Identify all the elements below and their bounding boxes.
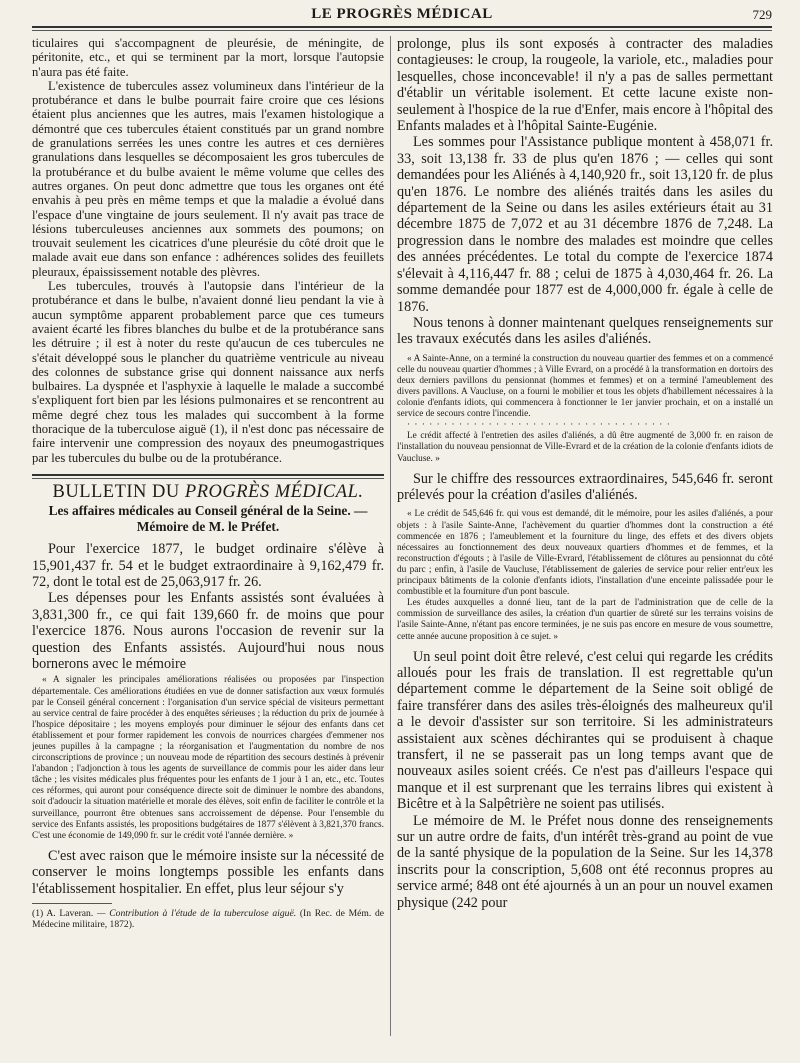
paragraph: Un seul point doit être relevé, c'est celui qui regarde les crédits alloués pour les frais de translation. Il est regrettable qu'un département comme le département de la Seine soit obligé de faire transférer dans des asiles très-éloignés des malheureux qu'il a le devoir d'assister sur son territoire. Si les administrateurs assistaient aux scènes déchirantes qui se produisent à chaque transfert, il ne se passerait pas un long temps avant que de nouveaux asiles soient créés. Ce n'est pas d'ailleurs l'espace qui manque et il est surprenant que les terrains libres qui existent à Bicêtre et à la Salpêtrière ne soient pas utilisés. <box>397 648 773 813</box>
right-column <box>397 36 773 1036</box>
quoted-extract: « Le crédit de 545,646 fr. qui vous est demandé, dit le mémoire, pour les asiles d'aliénés, a pour objets : à l'asile Sainte-Anne, l'achèvement du quartier d'hommes dont la construction a été commencée en 1876 ; l'ameublement et la fourniture du linge, des effets et des divers objets nécessaires au fonctionnement des deux nouveaux quartiers d'hommes et de femmes, et la reconstruction d'égouts ; à l'asile de Ville-Evrard, l'établissement de clôtures au pensionnat du côté du parc ; enfin, à l'asile de Vaucluse, l'établissement de galeries de service pour relier entr'eux les principaux bâtiments de la colonie d'enfants idiots, l'installation d'une enceinte palissadée pour le combustible et la fourniture d'un pont bascule. <box>397 509 773 598</box>
paragraph: Les sommes pour l'Assistance publique montent à 458,071 fr. 33, soit 13,138 fr. 33 de plus qu'en 1876 ; — celles qui sont demandées pour les Aliénés à 4,140,920 fr., soit 13,120 fr. de plus qu'en 1876. Le nombre des aliénés traités dans les asiles du département de la Seine ou dans les asiles extérieurs était au 31 décembre 1875 de 7,072 et au 31 décembre 1876 de 7,248. La progression dans le nombre des malades est moindre que celles des années précédentes. Le total du compte de l'exercice 1874 s'élevait à 4,116,447 fr. 88 ; celui de 1875 à 4,030,464 fr. 26. La somme demandée pour 1877 est de 4,000,000 fr. égale à celle de 1876. <box>397 134 773 315</box>
footnote-author: (1) A. Laveran. <box>32 908 94 920</box>
paragraph: C'est avec raison que le mémoire insiste sur la nécessité de conserver le moins longtemps possible les enfants dans l'établissement hospitalier. En effet, plus leur séjour s'y <box>32 847 384 897</box>
running-title: LE PROGRÈS MÉDICAL <box>311 6 493 22</box>
bulletin-title-prefix: BULLETIN DU <box>52 481 180 502</box>
paragraph: Le mémoire de M. le Préfet nous donne des renseignements sur un autre ordre de faits, d'un intérêt très-grand au point de vue de la santé physique de la population de la Seine. Sur les 14,378 inscrits pour la conscription, 5,608 ont été reconnus propres au service armé; 848 ont été ajournés à un an pour un nouvel examen physique (242 pour <box>397 812 773 911</box>
bulletin-title <box>32 481 384 502</box>
quoted-extract: « A Sainte-Anne, on a terminé la construction du nouveau quartier des femmes et on a commencé celle du nouveau quartier d'hommes ; à Ville Evrard, on a procédé à la transformation en dortoirs des deux derniers pavillons du pensionnat (hommes et femmes) et on a terminé l'ameublement des divers pavillons. A Vaucluse, on a fourni le mobilier et tous les objets d'habillement nécessaires à la colonie d'enfants idiots, qui commencera à fonctionner le 1er janvier prochain, et on a installé un service de secours contre l'incendie. <box>397 353 773 420</box>
footnote-rule <box>32 903 112 904</box>
bulletin-title-journal: PROGRÈS MÉDICAL. <box>184 481 364 502</box>
quoted-extract: « A signaler les principales améliorations réalisées ou proposées par l'inspection départementale. Ces améliorations étudiées en vue de donner satisfaction aux vœux formulés par le Conseil général concernent : l'organisation d'un service spécial de visiteurs permettant au service central de faire procéder à des enquêtes sérieuses ; la réduction du prix de journée à l'hospice dépositaire ; les moyens employés pour diminuer le séjour des enfants dans cet établissement et pour former rapidement les convois de nourrices chargées d'emmener nos jeunes pupilles à la campagne ; la réorganisation et l'augmentation du nombre de nos circonscriptions de province ; un nouveau mode de répartition des secours destinés à prévenir l'abandon ; l'adjonction à tous les agents de surveillance de commis pour les aider dans leur tâche ; les visites médicales plus fréquentes pour les enfants de 1 jour à 1 an, etc., etc. Toutes ces réformes, qui auront pour conséquence directe soit de diminuer le nombre des abandons, soit d'adoucir la situation matérielle et morale des élèves, soit enfin de faciliter le contrôle et la surveillance, pourront être obtenues sans accroissement de dépense. Pour l'ensemble du service des Enfants assistés, les propositions budgétaires de 1877 s'élèvent à 3,821,370 francs. C'est une économie de 149,090 fr. sur le crédit voté l'année dernière. » <box>32 675 384 841</box>
footnote-source: (In Rec. de Mém. de Médecine militaire, 1872). <box>32 908 384 931</box>
section-rule <box>32 474 384 476</box>
quoted-extract: Le crédit affecté à l'entretien des asiles d'aliénés, a dû être augmenté de 3,000 fr. en raison de l'installation du nouveau pensionnat de Ville-Evrard et de la création de la colonie d'enfants idiots de Vaucluse. » <box>397 431 773 464</box>
left-column <box>32 36 384 1036</box>
header-rule-thin <box>32 30 772 31</box>
quoted-extract: Les études auxquelles a donné lieu, tant de la part de l'administration que de celle de la commission de surveillance des asiles, la création d'un quartier de sûreté sur les terrains voisins de l'asile Sainte-Anne, n'étant pas encore terminées, je ne suis pas encore en mesure de vous soumettre, cette année aucune proposition à ce sujet. » <box>397 598 773 642</box>
footnote <box>32 908 384 931</box>
ellipsis-leaders: · · · · · · · · · · · · · · · · · · · · · · · · · · · · · · · · · · · · <box>407 420 671 431</box>
paragraph: prolonge, plus ils sont exposés à contracter des maladies contagieuses: le croup, la rougeole, la variole, etc., maladies pour lesquelles, chose inconcevable! il n'y a pas de salles permettant d'établir un véritable isolement. Et cette lacune existe non-seulement à l'hospice de la rue d'Enfer, mais encore à l'hôpital des Enfants malades et à l'hôpital Sainte-Eugénie. <box>397 36 773 135</box>
paragraph: Les tubercules, trouvés à l'autopsie dans l'intérieur de la protubérance et dans le bulbe, n'avaient donné lieu pendant la vie à aucun symptôme apparent probablement parce que ces tumeurs avaient écarté les fibres blanches du bulbe et de la protubérance sans les détruire ; il est à noter du reste qu'aucun de ces tubercules ne s'était développé sous le plancher du quatrième ventricule au niveau des colonnes de substance grise qui donnent naissance aux nerfs bulbaires. La dyspnée et l'asphyxie à laquelle le malade a succombé s'expliquent fort bien par les lésions pulmonaires et se rencontrent au même degré chez tous les malades qui succombent à la forme thoracique de la tuberculose aiguë (1), il n'est donc pas nécessaire de faire intervenir une compression des noyaux des pneumogastriques par les tubercules du bulbe ou de la protubérance. <box>32 279 384 465</box>
paragraph: ticulaires qui s'accompagnent de pleurésie, de méningite, de péritonite, etc., et qui se terminent par la mort, lorsque l'autopsie n'aura pas été faite. <box>32 36 384 79</box>
header-rule <box>32 26 772 28</box>
paragraph: Sur le chiffre des ressources extraordinaires, 545,646 fr. seront prélevés pour la création d'asiles d'aliénés. <box>397 470 773 504</box>
paragraph: Pour l'exercice 1877, le budget ordinaire s'élève à 15,901,437 fr. 54 et le budget extraordinaire à 9,162,479 fr. 72, dont le total est de 25,063,917 fr. 26. <box>32 541 384 591</box>
footnote-title: — Contribution à l'étude de la tuberculose aiguë. <box>97 908 297 920</box>
section-rule-thin <box>32 478 384 479</box>
column-divider <box>390 36 391 1036</box>
page-header <box>32 6 772 28</box>
paragraph: Nous tenons à donner maintenant quelques renseignements sur les travaux exécutés dans les asiles d'aliénés. <box>397 314 773 348</box>
paragraph: L'existence de tubercules assez volumineux dans l'intérieur de la protubérance et dans le bulbe pourrait faire croire que ces lésions étaient plus anciennes que les autres, mais l'examen histologique a démontré que ces tubercules étaient constitués par un grand nombre de granulations serrées les unes contre les autres et ces dernières granulations dans lesquelles se décomposaient les gros tubercules de la protubérance et du bulbe avaient le même volume que celles des autres organes. On peut donc admettre que tous les organes ont été envahis à peu près en même temps et que la maladie a évolué dans l'espace d'une vingtaine de jours seulement. Il n'y avait pas trace de lésions tuberculeuses anciennes aux sommets des poumons; on trouvait seulement les cicatrices d'une pleurésie du côté droit que le malade avait eue dans son enfance : adhérences solides des feuillets pleuraux, épaississement notable des plèvres. <box>32 78 384 279</box>
paragraph: Les dépenses pour les Enfants assistés sont évaluées à 3,831,300 fr., ce qui fait 139,660 fr. de moins que pour l'exercice 1876. Nous aurons l'occasion de revenir sur la question des Enfants assistés. Aujourd'hui nous nous bornerons avec le mémoire <box>32 590 384 673</box>
page-number: 729 <box>752 7 772 22</box>
article-title: Les affaires médicales au Conseil général de la Seine. — Mémoire de M. le Préfet. <box>48 503 368 535</box>
